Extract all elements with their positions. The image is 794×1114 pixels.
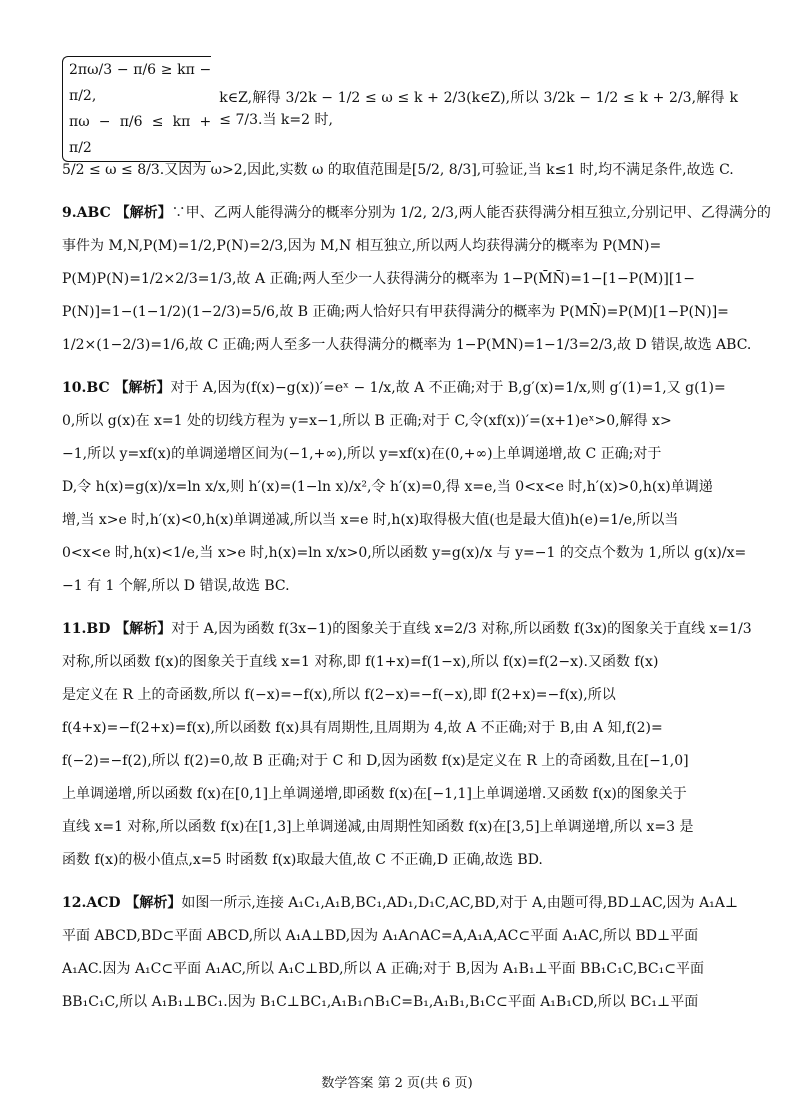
system-line-1: 2πω/3 − π/6 ≥ kπ − π/2,: [69, 62, 212, 104]
q11-line: f(4+x)=−f(2+x)=f(x),所以函数 f(x)具有周期性,且周期为 4,故 A 不正确;对于 B,由 A 知,f(2)=: [62, 720, 663, 736]
q11-tag: 11.BD 【解析】: [62, 621, 172, 637]
q10-line: 对于 A,因为(f(x)−g(x))′=eˣ − 1/x,故 A 不正确;对于 B,g′(x)=1/x,则 g′(1)=1,又 g(1)=: [170, 380, 726, 396]
q11-line: 直线 x=1 对称,所以函数 f(x)在[1,3]上单调递减,由周期性知函数 f(x)在[3,5]上单调递增,所以 x=3 是: [62, 819, 694, 835]
question-11: [62, 613, 752, 877]
q9-line: P(M)P(N)=1/2×2/3=1/3,故 A 正确;两人至少一人获得满分的概率为 1−P(M̄N̄)=1−[1−P(M)][1−: [62, 271, 695, 287]
q9-line: P(N)]=1−(1−1/2)(1−2/3)=5/6,故 B 正确;两人恰好只有甲获得满分的概率为 P(MN̄)=P(M)[1−P(N)]=: [62, 304, 729, 320]
q12-tag: 12.ACD 【解析】: [62, 895, 182, 911]
q11-line: 上单调递增,所以函数 f(x)在[0,1]上单调递增,即函数 f(x)在[−1,1]上单调递增.又函数 f(x)的图象关于: [62, 786, 687, 802]
q12-line: BB₁C₁C,所以 A₁B₁⊥BC₁.因为 B₁C⊥BC₁,A₁B₁∩B₁C=B₁,A₁B₁,B₁C⊂平面 A₁B₁CD,所以 BC₁⊥平面: [62, 994, 699, 1010]
q10-line: 0,所以 g(x)在 x=1 处的切线方程为 y=x−1,所以 B 正确;对于 C,令(xf(x))′=(x+1)eˣ>0,解得 x>: [62, 413, 672, 429]
q10-line: −1,所以 y=xf(x)的单调递增区间为(−1,+∞),所以 y=xf(x)在(0,+∞)上单调递增,故 C 正确;对于: [62, 446, 662, 462]
q10-tag: 10.BC 【解析】: [62, 380, 171, 396]
intro-row: [62, 64, 738, 154]
intro-line-2: 5/2 ≤ ω ≤ 8/3.又因为 ω>2,因此,实数 ω 的取值范围是[5/2, 8/3],可验证,当 k≤1 时,均不满足条件,故选 C.: [62, 162, 734, 178]
q10-line: 增,当 x>e 时,h′(x)<0,h(x)单调递减,所以当 x=e 时,h(x)取得极大值(也是最大值)h(e)=1/e,所以当: [62, 512, 679, 528]
question-9: [62, 197, 771, 362]
q11-line: f(−2)=−f(2),所以 f(2)=0,故 B 正确;对于 C 和 D,因为函数 f(x)是定义在 R 上的奇函数,且在[−1,0]: [62, 753, 689, 769]
q10-line: −1 有 1 个解,所以 D 错误,故选 BC.: [62, 578, 290, 594]
intro-line-1: k∈Z,解得 3/2k − 1/2 ≤ ω ≤ k + 2/3(k∈Z),所以 3/2k − 1/2 ≤ k + 2/3,解得 k ≤ 7/3.当 k=2 时,: [219, 90, 738, 128]
q10-line: 0<x<e 时,h(x)<1/e,当 x>e 时,h(x)=ln x/x>0,所以函数 y=g(x)/x 与 y=−1 的交点个数为 1,所以 g(x)/x=: [62, 545, 747, 561]
q12-line: 如图一所示,连接 A₁C₁,A₁B,BC₁,AD₁,D₁C,AC,BD,对于 A,由题可得,BD⊥AC,因为 A₁A⊥: [181, 895, 739, 911]
system-line-2: πω − π/6 ≤ kπ + π/2: [69, 114, 212, 156]
q12-line: 平面 ABCD,BD⊂平面 ABCD,所以 A₁A⊥BD,因为 A₁A∩AC=A,A₁A,AC⊂平面 A₁AC,所以 BD⊥平面: [62, 928, 699, 944]
q9-line: 1/2×(1−2/3)=1/6,故 C 正确;两人至多一人获得满分的概率为 1−P(MN)=1−1/3=2/3,故 D 错误,故选 ABC.: [62, 337, 752, 353]
question-10: [62, 372, 747, 603]
answer-page: [62, 62, 771, 1019]
q12-line: A₁AC.因为 A₁C⊂平面 A₁AC,所以 A₁C⊥BD,所以 A 正确;对于 B,因为 A₁B₁⊥平面 BB₁C₁C,BC₁⊂平面: [62, 961, 704, 977]
question-12: [62, 887, 738, 1019]
q11-line: 对称,所以函数 f(x)的图象关于直线 x=1 对称,即 f(1+x)=f(1−x),所以 f(x)=f(2−x).又函数 f(x): [62, 654, 659, 670]
inequality-system: [62, 56, 211, 162]
q9-tag: 9.ABC 【解析】: [62, 205, 172, 221]
q9-line: ∵甲、乙两人能得满分的概率分别为 1/2, 2/3,两人能否获得满分相互独立,分别记甲、乙得满分的: [171, 205, 771, 221]
page-footer: 数学答案 第 2 页(共 6 页): [321, 1076, 473, 1091]
q10-line: D,令 h(x)=g(x)/x=ln x/x,则 h′(x)=(1−ln x)/x²,令 h′(x)=0,得 x=e,当 0<x<e 时,h′(x)>0,h(x)单调递: [62, 479, 713, 495]
q11-line: 函数 f(x)的极小值点,x=5 时函数 f(x)取最大值,故 C 不正确,D 正确,故选 BD.: [62, 852, 543, 868]
q11-line: 对于 A,因为函数 f(3x−1)的图象关于直线 x=2/3 对称,所以函数 f(3x)的图象关于直线 x=1/3: [171, 621, 752, 637]
q11-line: 是定义在 R 上的奇函数,所以 f(−x)=−f(x),所以 f(2−x)=−f(−x),即 f(2+x)=−f(x),所以: [62, 687, 616, 703]
q9-line: 事件为 M,N,P(M)=1/2,P(N)=2/3,因为 M,N 相互独立,所以两人均获得满分的概率为 P(MN)=: [62, 238, 662, 254]
